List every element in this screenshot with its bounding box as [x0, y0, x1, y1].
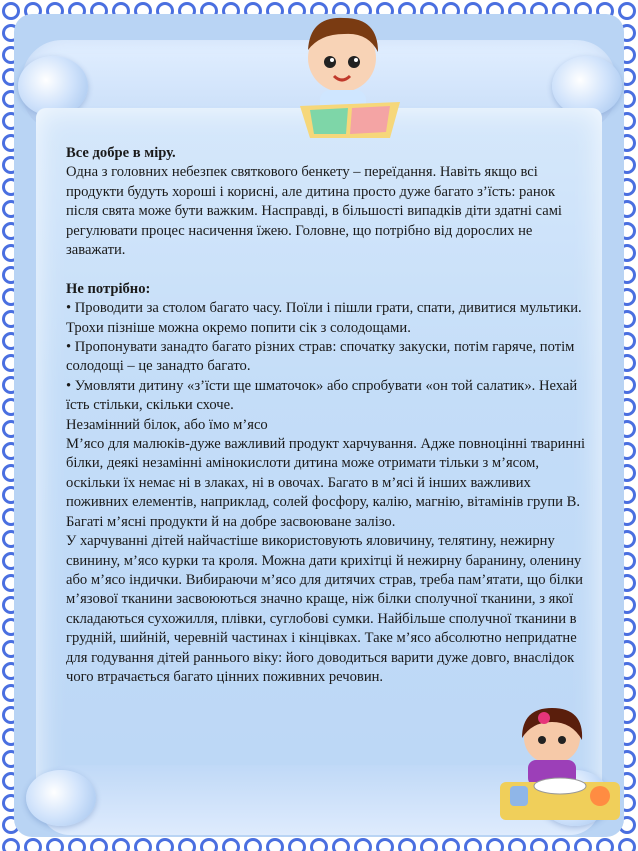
girl-eating-illustration — [500, 700, 620, 820]
bullet-item: • Проводити за столом багато часу. Поїли і пішли грати, спати, дивитися мультики. Трохи пізніше можна окремо попити сік з солодощами. — [66, 300, 582, 336]
bullet-item: • Умовляти дитину «з’їсти ще шматочок» або спробувати «он той салатик». Нехай їсть стільки, скільки схоче. — [66, 377, 578, 414]
scroll-roll-left — [18, 56, 88, 116]
paragraph-overeating: Одна з головних небезпек святкового бенкету – переїдання. Навіть якщо всі продукти будуть хороші і корисні, але дитина просто дуже багато з’їсть: ранок після свята може бути важким. Насправді, в більшості випадків діти здатні самі регулювати процес насичення їжею. Головне, що потрібно від дорослих не заважати. — [66, 164, 562, 259]
spacer — [66, 260, 586, 279]
heading-protein: Незамінний білок, або їмо м’ясо — [66, 416, 268, 433]
scroll-roll-bottom-left — [26, 770, 96, 826]
article-text — [66, 144, 586, 687]
paragraph-meat-importance: М’ясо для малюків-дуже важливий продукт харчування. Адже повноцінні тваринні білки, деякі незамінні амінокислоти дитина може отримати тільки з м’ясом, оскільки їх немає ні в злаках, ні в овочах. Багато в м’ясі й інших важливих поживних елементів, наприклад, солей фосфору, калію, магнію, вітамінів групи В. Багаті м’ясні продукти й на добре засвоюване залізо. — [66, 436, 586, 530]
scroll-roll-right — [552, 56, 622, 116]
boy-reading-illustration — [290, 10, 410, 140]
paragraph-meat-types: У харчуванні дітей найчастіше використовують яловичину, телятину, нежирну свинину, м’ясо курки та кроля. Можна дати крихітці й нежирну баранину, оленину або м’ясо індички. Вибираючи м’ясо для дитячих страв, треба пам’ятати, що білки м’язової тканини засвоюються значно краще, ніж білки сполучної тканини, з якої складаються сухожилля, плівки, суглобові сумки. Найбільше сполучної тканини в грудній, шийній, черевній частинах і кінцівках. Таке м’ясо абсолютно непридатне для годування дітей раннього віку: його доводиться варити дуже довго, внаслідок чого втрачається багато цінних поживних речовин. — [66, 533, 583, 685]
heading-moderation: Все добре в міру. — [66, 145, 176, 161]
heading-not-needed: Не потрібно: — [66, 280, 151, 297]
bullet-item: • Пропонувати занадто багато різних страв: спочатку закуски, потім гаряче, потім солодощі – це занадто багато. — [66, 339, 575, 375]
